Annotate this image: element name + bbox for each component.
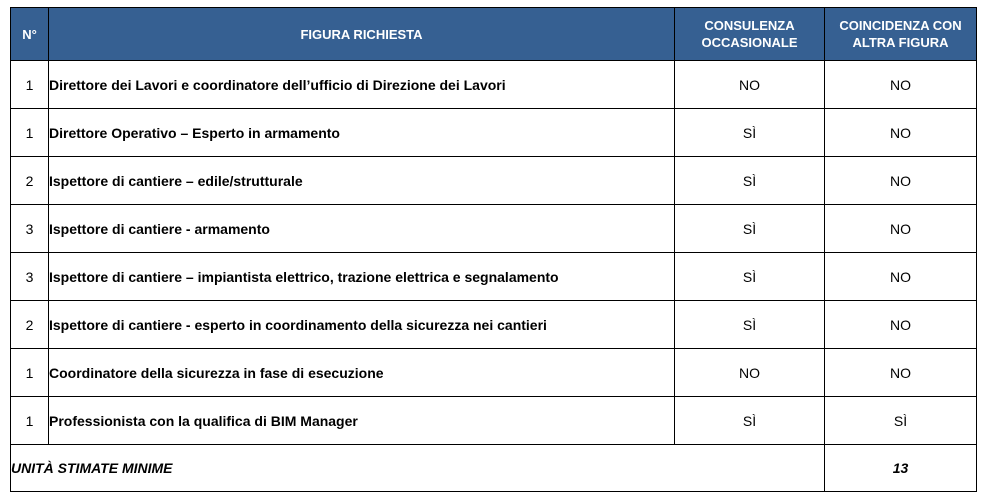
row-figura: Ispettore di cantiere - esperto in coordinamento della sicurezza nei cantieri [49,301,675,349]
table-row [11,397,977,445]
row-coincidenza: SÌ [825,397,977,445]
row-figura: Ispettore di cantiere – impiantista elettrico, trazione elettrica e segnalamento [49,253,675,301]
row-num: 3 [11,253,49,301]
header-coincidenza-line1: COINCIDENZA CON [839,18,962,33]
row-consulenza: SÌ [675,253,825,301]
row-consulenza: SÌ [675,205,825,253]
row-num: 3 [11,205,49,253]
table-body [11,61,977,492]
row-coincidenza: NO [825,349,977,397]
row-consulenza: NO [675,349,825,397]
table-row [11,253,977,301]
table-row [11,61,977,109]
header-num [11,8,49,61]
header-consulenza-line2: OCCASIONALE [701,35,798,50]
table-row [11,109,977,157]
table-row [11,349,977,397]
row-figura: Direttore Operativo – Esperto in armamento [49,109,675,157]
total-row [11,445,977,492]
header-figura [49,8,675,61]
table-row [11,205,977,253]
row-coincidenza: NO [825,301,977,349]
row-num: 2 [11,157,49,205]
table-row [11,301,977,349]
table-row [11,157,977,205]
row-coincidenza: NO [825,109,977,157]
header-figura-label: FIGURA RICHIESTA [300,26,423,42]
row-figura: Coordinatore della sicurezza in fase di esecuzione [49,349,675,397]
row-num: 1 [11,397,49,445]
header-coincidenza-line2: ALTRA FIGURA [852,35,949,50]
row-num: 1 [11,349,49,397]
table-header [11,8,977,61]
row-coincidenza: NO [825,253,977,301]
header-num-label: N° [22,26,37,42]
row-coincidenza: NO [825,205,977,253]
total-value: 13 [825,445,977,492]
total-label: UNITÀ STIMATE MINIME [11,445,825,492]
row-consulenza: SÌ [675,109,825,157]
row-num: 1 [11,109,49,157]
row-coincidenza: NO [825,61,977,109]
row-num: 1 [11,61,49,109]
header-row [11,8,977,61]
row-figura: Direttore dei Lavori e coordinatore dell’ufficio di Direzione dei Lavori [49,61,675,109]
row-consulenza: SÌ [675,397,825,445]
row-figura: Ispettore di cantiere – edile/strutturale [49,157,675,205]
staffing-table [10,7,977,492]
header-consulenza-line1: CONSULENZA [704,18,795,33]
header-consulenza [675,8,825,61]
row-coincidenza: NO [825,157,977,205]
row-consulenza: SÌ [675,301,825,349]
row-figura: Ispettore di cantiere - armamento [49,205,675,253]
row-consulenza: SÌ [675,157,825,205]
header-coincidenza [825,8,977,61]
row-figura: Professionista con la qualifica di BIM Manager [49,397,675,445]
row-num: 2 [11,301,49,349]
row-consulenza: NO [675,61,825,109]
